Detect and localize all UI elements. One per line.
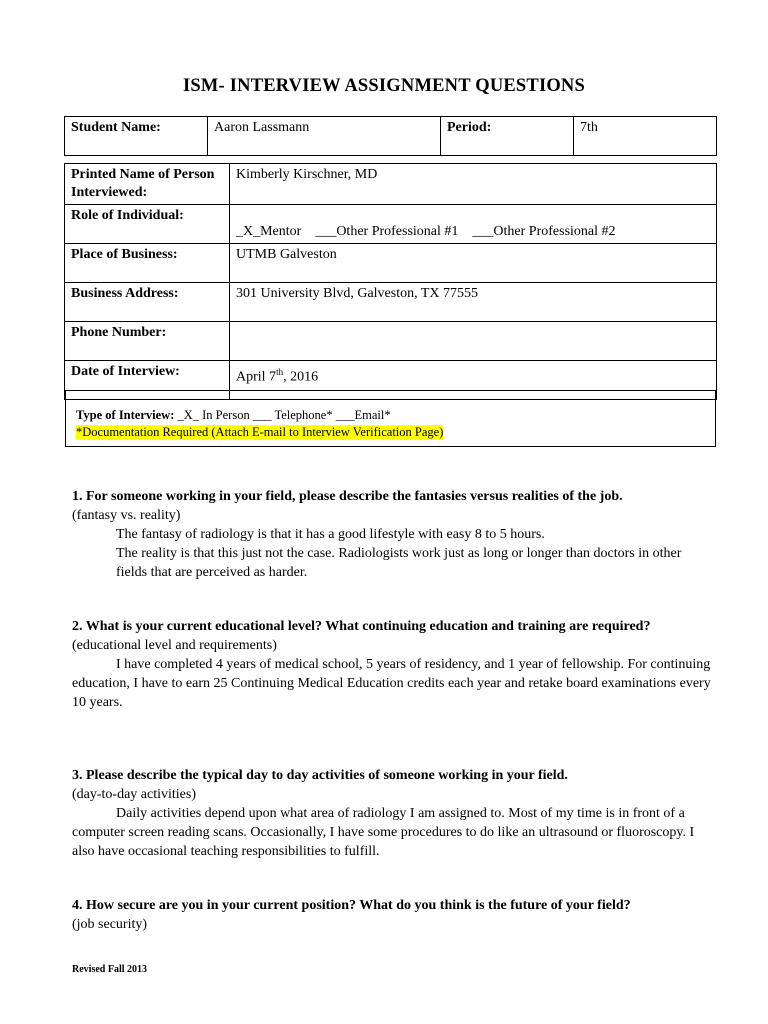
question-2-answer: I have completed 4 years of medical school, 5 years of residency, and 1 year of fellowship. For continuing education, I have to earn 25 Continuing Medical Education credits each year and retake board examinations every 10 years. (72, 657, 711, 710)
question-3 (72, 766, 712, 861)
period-value: 7th (574, 117, 717, 156)
student-name-label: Student Name: (65, 117, 208, 156)
date-label: Date of Interview: (65, 361, 230, 400)
date-value-pre: April 7 (236, 369, 277, 385)
printed-name-label: Printed Name of Person Interviewed: (65, 164, 230, 205)
phone-label: Phone Number: (65, 322, 230, 361)
interview-type-line (76, 408, 391, 423)
question-2-sub: (educational level and requirements) (72, 638, 277, 653)
student-name-value: Aaron Lassmann (208, 117, 441, 156)
role-label: Role of Individual: (65, 205, 230, 244)
question-3-sub: (day-to-day activities) (72, 787, 197, 802)
interview-type-box (65, 390, 716, 447)
date-value-sup: th (276, 367, 284, 377)
question-4 (72, 896, 712, 934)
printed-name-value: Kimberly Kirschner, MD (230, 164, 717, 205)
interview-info-table (64, 163, 717, 400)
question-1-text: 1. For someone working in your field, please describe the fantasies versus realities of the job. (72, 489, 623, 504)
documentation-note: *Documentation Required (Attach E-mail to Interview Verification Page) (76, 425, 444, 439)
interview-type-label: Type of Interview: (76, 408, 175, 422)
revision-footer: Revised Fall 2013 (72, 964, 147, 975)
role-value: _X_Mentor ___Other Professional #1 ___Other Professional #2 (230, 205, 717, 244)
question-1-answer-2: The reality is that this just not the case. Radiologists work just as long or longer than doctors in other fields that are perceived as harder. (116, 546, 682, 580)
page-title: ISM- INTERVIEW ASSIGNMENT QUESTIONS (183, 76, 585, 96)
address-label: Business Address: (65, 283, 230, 322)
place-label: Place of Business: (65, 244, 230, 283)
question-3-text: 3. Please describe the typical day to day activities of someone working in your field. (72, 768, 568, 783)
phone-value (230, 322, 717, 361)
question-4-text: 4. How secure are you in your current position? What do you think is the future of your field? (72, 898, 631, 913)
question-4-sub: (job security) (72, 917, 148, 932)
question-2 (72, 617, 712, 712)
student-table (64, 116, 717, 156)
question-1-answer-1: The fantasy of radiology is that it has a good lifestyle with easy 8 to 5 hours. (116, 527, 545, 542)
interview-type-options: _X_ In Person ___ Telephone* ___Email* (177, 408, 391, 422)
question-1-sub: (fantasy vs. reality) (72, 508, 181, 523)
question-3-answer: Daily activities depend upon what area of radiology I am assigned to. Most of my time is in front of a computer screen reading scans. Occasionally, I have some procedures to do like an ultrasound or fluoroscopy. I also have occasional teaching responsibilities to fulfill. (72, 806, 695, 859)
date-value-post: , 2016 (283, 369, 319, 385)
question-1 (72, 487, 712, 582)
period-label: Period: (441, 117, 574, 156)
address-value: 301 University Blvd, Galveston, TX 77555 (230, 283, 717, 322)
place-value: UTMB Galveston (230, 244, 717, 283)
question-2-text: 2. What is your current educational level? What continuing education and training are required? (72, 619, 651, 634)
